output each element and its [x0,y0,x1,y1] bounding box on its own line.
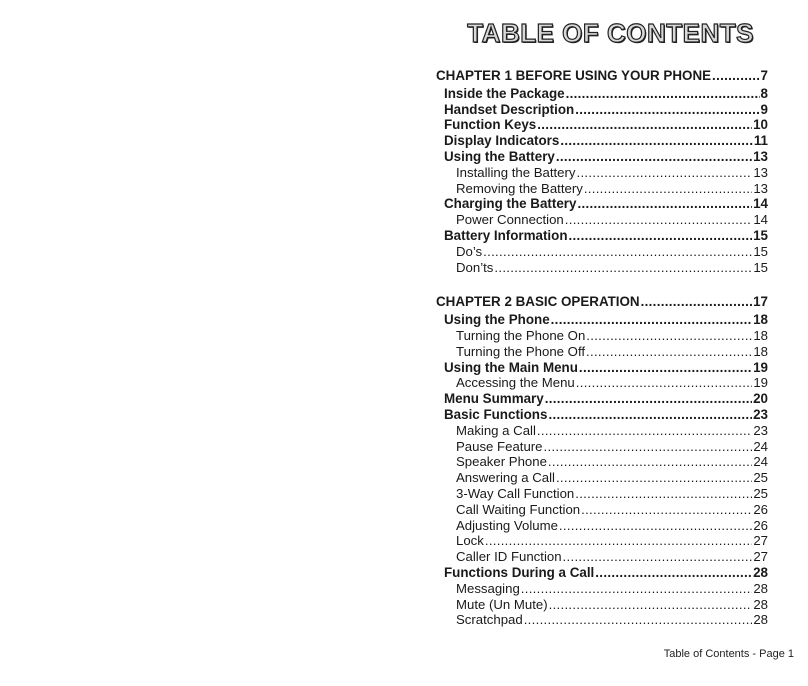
entry-page-number: 24 [753,454,768,470]
entry-title: Menu Summary [444,391,544,407]
entry-page-number: 26 [753,517,768,533]
entry-page-number: 7 [760,68,768,83]
entry-title: Battery Information [444,227,568,243]
chapter-section [436,294,768,628]
toc-subsection-entry [436,181,768,197]
entry-page-number: 18 [753,343,768,359]
entry-page-number: 23 [753,406,768,422]
toc-subsection-entry [436,581,768,597]
dot-leader [575,486,752,502]
entry-title: Making a Call [456,422,536,438]
dot-leader [581,502,752,518]
entry-page-number: 28 [753,596,768,612]
dot-leader [641,294,752,310]
dot-leader [579,360,752,376]
toc-subsection-entry [436,344,768,360]
toc-subsection-entry [436,165,768,181]
dot-leader [586,328,752,344]
entry-page-number: 26 [753,501,768,517]
entry-title: CHAPTER 1 BEFORE USING YOUR PHONE [436,68,712,83]
entry-page-number: 23 [753,422,768,438]
entry-page-number: 25 [753,470,768,486]
entry-page-number: 9 [760,101,768,117]
toc-subsection-entry [436,597,768,613]
dot-leader [544,439,753,455]
toc-subsection-entry [436,549,768,565]
entry-title: Messaging [456,580,520,596]
dot-leader [586,344,752,360]
dot-leader [560,133,752,149]
chapter-section [436,68,768,275]
entry-title: Turning the Phone On [456,327,586,343]
dot-leader [556,470,752,486]
entry-title: Charging the Battery [444,196,577,212]
dot-leader [549,597,753,613]
toc-section-entry [436,117,768,133]
dot-leader [556,149,752,165]
entry-title: Inside the Package [444,85,565,101]
entry-page-number: 14 [753,196,768,212]
toc-section-entry [436,312,768,328]
entry-title: Functions During a Call [444,564,595,580]
entry-title: Don’ts [456,259,494,275]
entry-page-number: 18 [753,327,768,343]
entry-title: Lock [456,533,484,549]
dot-leader [575,102,759,118]
entry-title: Power Connection [456,212,564,228]
entry-page-number: 24 [753,438,768,454]
entry-page-number: 28 [753,580,768,596]
entry-title: Installing the Battery [456,164,576,180]
entry-title: Using the Main Menu [444,359,578,375]
entry-title: Speaker Phone [456,454,547,470]
entry-title: Caller ID Function [456,549,562,565]
toc-subsection-entry [436,260,768,276]
dot-leader [577,165,753,181]
entry-page-number: 15 [753,227,768,243]
entry-page-number: 19 [753,375,768,391]
entry-title: 3-Way Call Function [456,485,575,501]
dot-leader [551,312,752,328]
dot-leader [485,533,752,549]
entry-title: Basic Functions [444,406,548,422]
dot-leader [576,375,753,391]
toc-section-entry [436,228,768,244]
entry-title: Call Waiting Function [456,501,581,517]
dot-leader [548,407,752,423]
dot-leader [563,549,753,565]
dot-leader [524,612,753,628]
entry-page-number: 10 [753,117,768,133]
entry-page-number: 18 [753,312,768,328]
entry-title: Display Indicators [444,133,560,149]
entry-page-number: 8 [760,85,768,101]
entry-page-number: 11 [753,133,768,149]
toc-subsection-entry [436,533,768,549]
dot-leader [548,454,752,470]
entry-page-number: 28 [753,612,768,628]
page-title: TABLE OF CONTENTS [467,18,754,48]
entry-title: Pause Feature [456,438,543,454]
dot-leader [566,86,760,102]
toc-subsection-entry [436,375,768,391]
dot-leader [521,581,753,597]
entry-title: Using the Phone [444,312,550,328]
entry-title: Scratchpad [456,612,523,628]
toc-subsection-entry [436,423,768,439]
toc-section-entry [436,86,768,102]
entry-title: Do’s [456,243,483,259]
entry-page-number: 13 [753,164,768,180]
dot-leader [545,391,752,407]
entry-page-number: 15 [753,243,768,259]
toc-subsection-entry [436,212,768,228]
chapter-heading [436,294,768,310]
toc-section-entry [436,149,768,165]
dot-leader [584,181,753,197]
chapter-heading [436,68,768,84]
entry-title: Mute (Un Mute) [456,596,548,612]
entry-page-number: 17 [753,294,768,310]
toc-subsection-entry [436,439,768,455]
entry-title: Adjusting Volume [456,517,558,533]
dot-leader [712,68,760,84]
toc-section-entry [436,565,768,581]
entry-title: Answering a Call [456,470,555,486]
entry-page-number: 13 [753,148,768,164]
dot-leader [577,196,752,212]
entry-page-number: 14 [753,212,768,228]
toc-section-entry [436,196,768,212]
entry-page-number: 15 [753,259,768,275]
toc-section-entry [436,102,768,118]
dot-leader [565,212,753,228]
toc-subsection-entry [436,454,768,470]
dot-leader [494,260,752,276]
entry-title: Using the Battery [444,148,555,164]
entry-page-number: 27 [753,549,768,565]
entry-title: Handset Description [444,101,575,117]
entry-title: CHAPTER 2 BASIC OPERATION [436,294,640,310]
entry-title: Removing the Battery [456,180,583,196]
dot-leader [483,244,752,260]
toc-subsection-entry [436,502,768,518]
dot-leader [569,228,753,244]
entry-page-number: 19 [753,359,768,375]
table-of-contents [436,68,768,647]
toc-subsection-entry [436,518,768,534]
entry-page-number: 13 [753,180,768,196]
entry-title: Turning the Phone Off [456,343,586,359]
toc-subsection-entry [436,328,768,344]
toc-section-entry [436,360,768,376]
dot-leader [537,423,752,439]
toc-subsection-entry [436,244,768,260]
entry-title: Accessing the Menu [456,375,575,391]
dot-leader [537,117,752,133]
toc-subsection-entry [436,486,768,502]
toc-subsection-entry [436,612,768,628]
dot-leader [559,518,752,534]
entry-page-number: 27 [753,533,768,549]
toc-section-entry [436,407,768,423]
toc-section-entry [436,133,768,149]
toc-section-entry [436,391,768,407]
entry-title: Function Keys [444,117,537,133]
entry-page-number: 25 [753,485,768,501]
entry-page-number: 28 [753,564,768,580]
entry-page-number: 20 [753,391,768,407]
page-footer: Table of Contents - Page 1 [663,648,794,660]
toc-subsection-entry [436,470,768,486]
dot-leader [595,565,752,581]
